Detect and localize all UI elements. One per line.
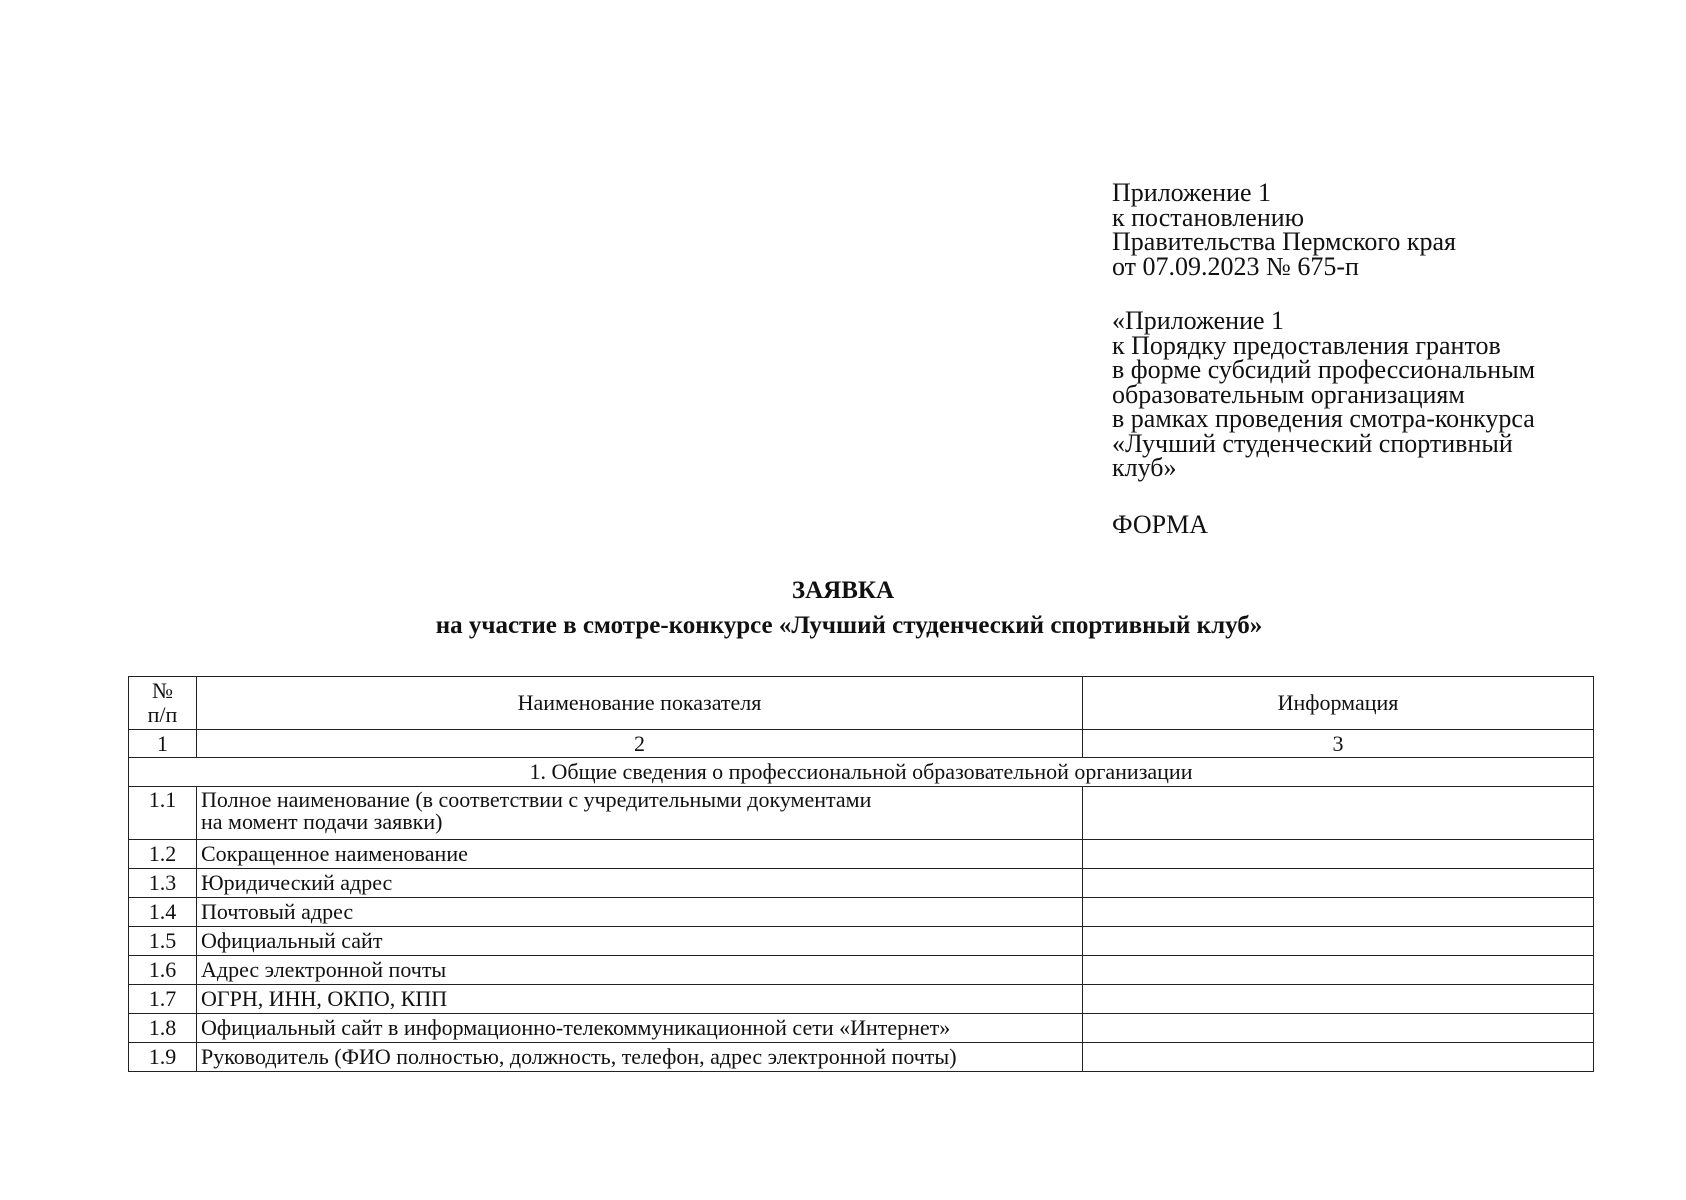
column-index: 1	[129, 730, 197, 758]
row-number: 1.9	[129, 1043, 197, 1072]
indicator-name	[197, 985, 1083, 1014]
table-row	[129, 985, 1594, 1014]
indicator-name-line: Руководитель (ФИО полностью, должность, телефон, адрес электронной почты)	[201, 1044, 957, 1069]
header-line: к Порядку предоставления грантов	[1112, 330, 1501, 360]
table-row	[129, 1014, 1594, 1043]
column-index-row	[129, 730, 1594, 758]
row-number: 1.5	[129, 927, 197, 956]
document-title: ЗАЯВКА	[791, 577, 895, 604]
information-cell[interactable]	[1083, 869, 1594, 898]
information-cell[interactable]	[1083, 1043, 1594, 1072]
application-form-table	[128, 676, 1594, 1072]
header-line: к постановлению	[1112, 202, 1305, 232]
document-subtitle: на участие в смотре-конкурсе «Лучший студенческий спортивный клуб»	[435, 612, 1263, 639]
indicator-name	[197, 898, 1083, 927]
information-cell[interactable]	[1083, 1014, 1594, 1043]
table-row	[129, 898, 1594, 927]
header-line: от 07.09.2023 № 675-п	[1112, 251, 1359, 281]
column-header-number	[129, 677, 197, 730]
column-header-indicator: Наименование показателя	[197, 677, 1083, 730]
spacer	[1112, 279, 1632, 309]
indicator-name	[197, 927, 1083, 956]
header-line: «Приложение 1	[1112, 306, 1285, 335]
column-header-number-line2: п/п	[147, 702, 178, 727]
row-number: 1.6	[129, 956, 197, 985]
indicator-name	[197, 787, 1083, 840]
indicator-name	[197, 869, 1083, 898]
column-index: 2	[197, 730, 1083, 758]
header-line: образовательным организациям	[1112, 379, 1465, 409]
row-number: 1.3	[129, 869, 197, 898]
appendix-header	[1112, 178, 1632, 539]
column-index: 3	[1083, 730, 1594, 758]
table-row	[129, 840, 1594, 869]
section-row	[129, 758, 1594, 787]
row-number: 1.4	[129, 898, 197, 927]
table-row	[129, 956, 1594, 985]
information-cell[interactable]	[1083, 840, 1594, 869]
information-cell[interactable]	[1083, 787, 1594, 840]
indicator-name	[197, 1014, 1083, 1043]
header-line: Правительства Пермского края	[1112, 227, 1456, 256]
indicator-name-line: Юридический адрес	[201, 870, 393, 895]
spacer	[1112, 481, 1632, 513]
indicator-name-line: Официальный сайт	[201, 928, 383, 953]
row-number: 1.2	[129, 840, 197, 869]
column-header-information: Информация	[1083, 677, 1594, 730]
header-line: Приложение 1	[1112, 178, 1272, 207]
information-cell[interactable]	[1083, 898, 1594, 927]
indicator-name-line: Почтовый адрес	[201, 899, 354, 924]
table-row	[129, 869, 1594, 898]
section-title: 1. Общие сведения о профессиональной образовательной организации	[129, 758, 1594, 787]
indicator-name-line: Сокращенное наименование	[201, 841, 468, 866]
information-cell[interactable]	[1083, 985, 1594, 1014]
row-number: 1.8	[129, 1014, 197, 1043]
header-line: «Лучший студенческий спортивный	[1112, 428, 1513, 458]
indicator-name-line: Адрес электронной почты	[201, 957, 447, 982]
table-row	[129, 787, 1594, 840]
form-label: ФОРМА	[1112, 509, 1208, 539]
header-line: в форме субсидий профессиональным	[1112, 355, 1536, 384]
table-row	[129, 1043, 1594, 1072]
information-cell[interactable]	[1083, 956, 1594, 985]
indicator-name-line: Полное наименование (в соответствии с учредительными документами	[201, 787, 872, 812]
indicator-name	[197, 956, 1083, 985]
indicator-name-line: ОГРН, ИНН, ОКПО, КПП	[201, 986, 448, 1011]
header-line: в рамках проведения смотра-конкурса	[1112, 404, 1535, 433]
table-header-row	[129, 677, 1594, 730]
row-number: 1.1	[129, 787, 197, 840]
information-cell[interactable]	[1083, 927, 1594, 956]
header-line: клуб»	[1112, 453, 1177, 482]
indicator-name	[197, 840, 1083, 869]
row-number: 1.7	[129, 985, 197, 1014]
indicator-name	[197, 1043, 1083, 1072]
indicator-name-line: Официальный сайт в информационно-телекоммуникационной сети «Интернет»	[201, 1015, 951, 1040]
table-row	[129, 927, 1594, 956]
indicator-name-line: на момент подачи заявки)	[201, 809, 443, 834]
column-header-number-line1: №	[152, 678, 173, 703]
